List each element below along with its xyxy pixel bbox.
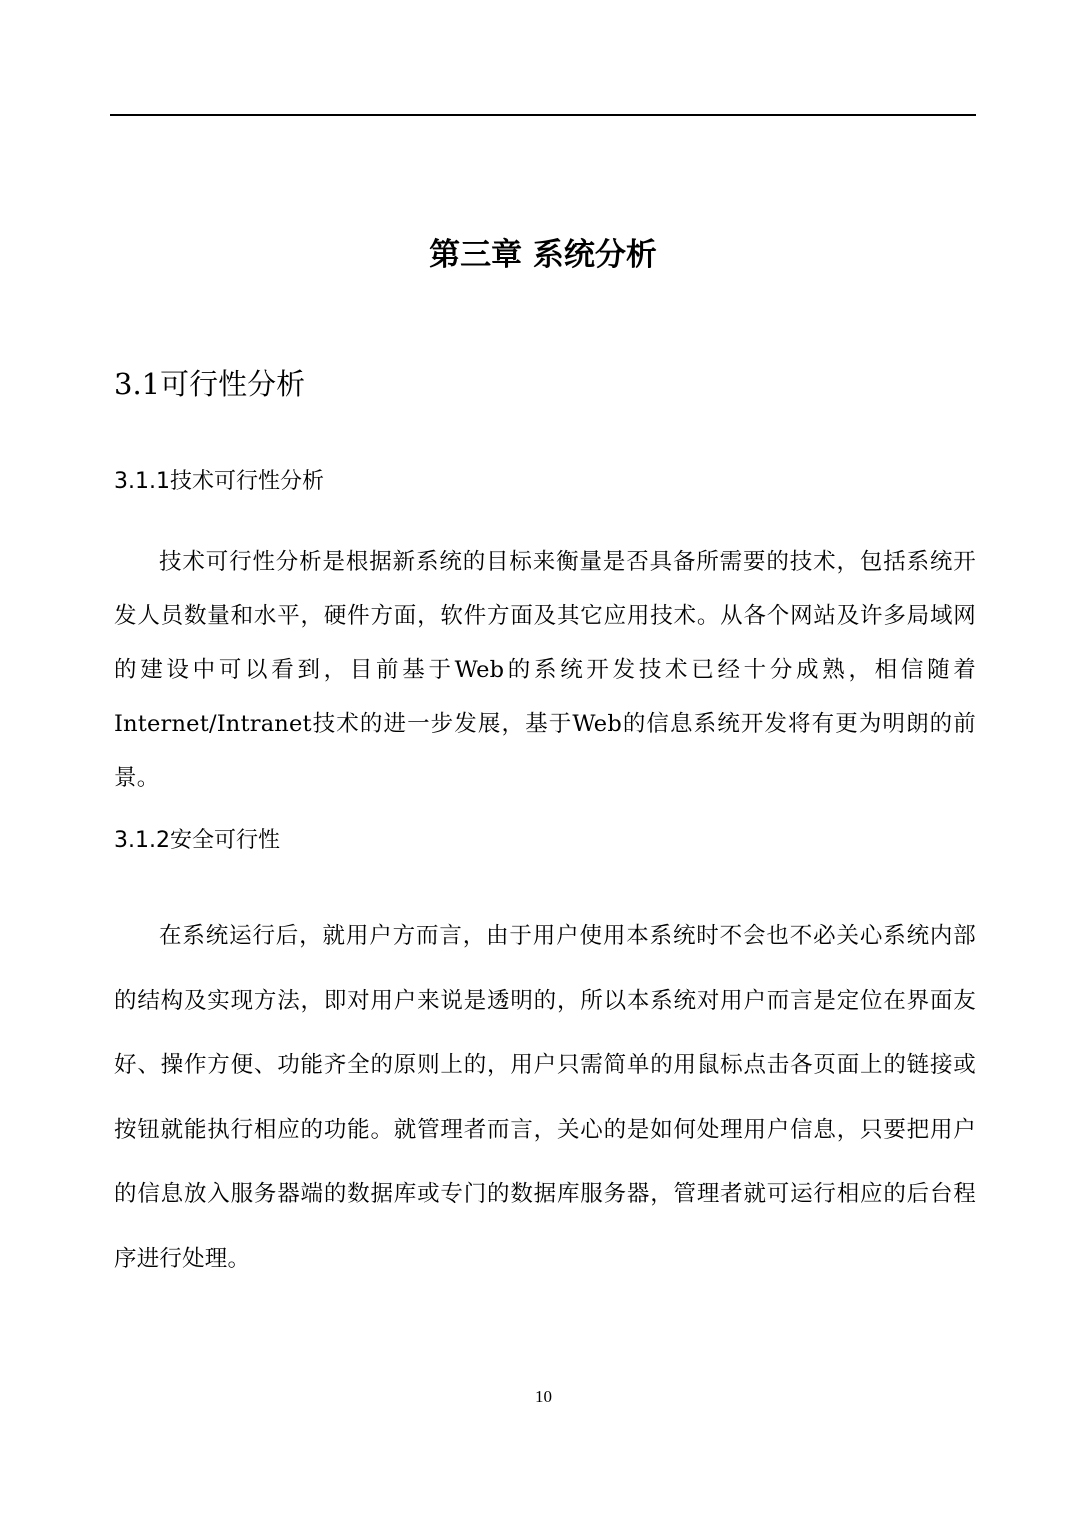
chapter-title: 第三章 系统分析 [429, 237, 657, 273]
paragraph-security-feasibility: 在系统运行后，就用户方而言，由于用户使用本系统时不会也不必关心系统内部的结构及实现方法，即对用户来说是透明的，所以本系统对用户而言是定位在界面友好、操作方便、功能齐全的原则上的，用户只需简单的用鼠标点击各页面上的链接或按钮就能执行相应的功能。就管理者而言，关心的是如何处理用户信息，只要把用户的信息放入服务器端的数据库或专门的数据库服务器，管理者就可运行相应的后台程序进行处理。 [114, 923, 976, 1272]
subsection-title-security-feasibility: 3.1.2安全可行性 [114, 828, 280, 853]
paragraph-technical-feasibility: 技术可行性分析是根据新系统的目标来衡量是否具备所需要的技术，包括系统开发人员数量和水平，硬件方面，软件方面及其它应用技术。从各个网站及许多局域网的建设中可以看到，目前基于Web的系统开发技术已经十分成熟，相信随着Internet/Intranet技术的进一步发展，基于Web的信息系统开发将有更为明朗的前景。 [114, 549, 976, 791]
header-rule [110, 114, 976, 116]
section-title: 3.1可行性分析 [114, 367, 306, 401]
subsection-title-technical-feasibility: 3.1.1技术可行性分析 [114, 469, 324, 494]
page-number: 10 [535, 1387, 552, 1406]
